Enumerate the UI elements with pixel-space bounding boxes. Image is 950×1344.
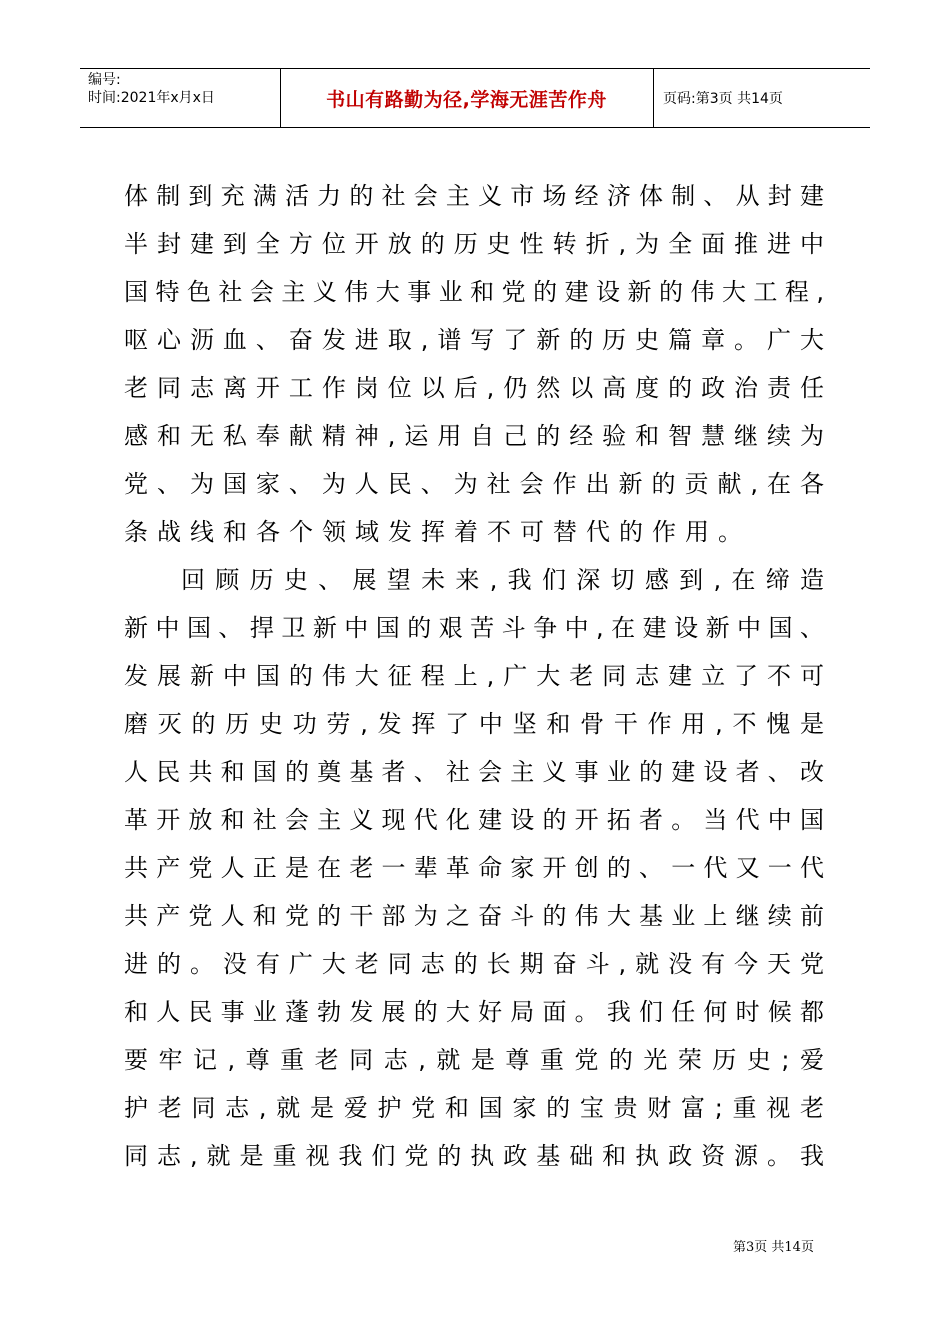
text-line: 共产党人正是在老一辈革命家开创的、一代又一代 [124,854,824,882]
header-page-label: 页码:第3页 共14页 [663,91,783,107]
page-footer: 第3页 共14页 [733,1240,814,1255]
text-line: 老同志离开工作岗位以后,仍然以高度的政治责任 [124,374,824,402]
text-line: 体制到充满活力的社会主义市场经济体制、从封建 [124,182,824,210]
header-motto: 书山有路勤为径,学海无涯苦作舟 [326,88,607,111]
text-line: 感和无私奉献精神,运用自己的经验和智慧继续为 [124,422,824,450]
text-line: 国特色社会主义伟大事业和党的建设新的伟大工程, [124,278,824,306]
text-line: 同志,就是重视我们党的执政基础和执政资源。我 [124,1142,824,1170]
text-line: 条战线和各个领域发挥着不可替代的作用。 [124,518,751,546]
text-line: 和人民事业蓬勃发展的大好局面。我们任何时候都 [124,998,824,1026]
text-line: 半封建到全方位开放的历史性转折,为全面推进中 [124,230,824,258]
text-line: 党、为国家、为人民、为社会作出新的贡献,在各 [124,470,824,498]
header-meta [88,71,215,107]
text-line: 护老同志,就是爱护党和国家的宝贵财富;重视老 [124,1094,824,1122]
text-line: 人民共和国的奠基者、社会主义事业的建设者、改 [124,758,824,786]
text-line: 要牢记,尊重老同志,就是尊重党的光荣历史;爱 [124,1046,824,1074]
document-body [124,172,824,1180]
text-line: 呕心沥血、奋发进取,谱写了新的历史篇章。广大 [124,326,824,354]
header-number-label: 编号: [88,72,121,88]
text-line: 磨灭的历史功劳,发挥了中坚和骨干作用,不愧是 [124,710,824,738]
header-time-label: 时间:2021年x月x日 [88,90,215,106]
text-line: 共产党人和党的干部为之奋斗的伟大基业上继续前 [124,902,824,930]
header-divider [653,69,654,127]
paragraph-first-line: 回顾历史、展望未来,我们深切感到,在缔造 [181,566,824,594]
text-line: 新中国、捍卫新中国的艰苦斗争中,在建设新中国、 [124,614,824,642]
page-header [80,68,870,128]
text-line: 进的。没有广大老同志的长期奋斗,就没有今天党 [124,950,824,978]
text-line: 发展新中国的伟大征程上,广大老同志建立了不可 [124,662,824,690]
text-line: 革开放和社会主义现代化建设的开拓者。当代中国 [124,806,824,834]
